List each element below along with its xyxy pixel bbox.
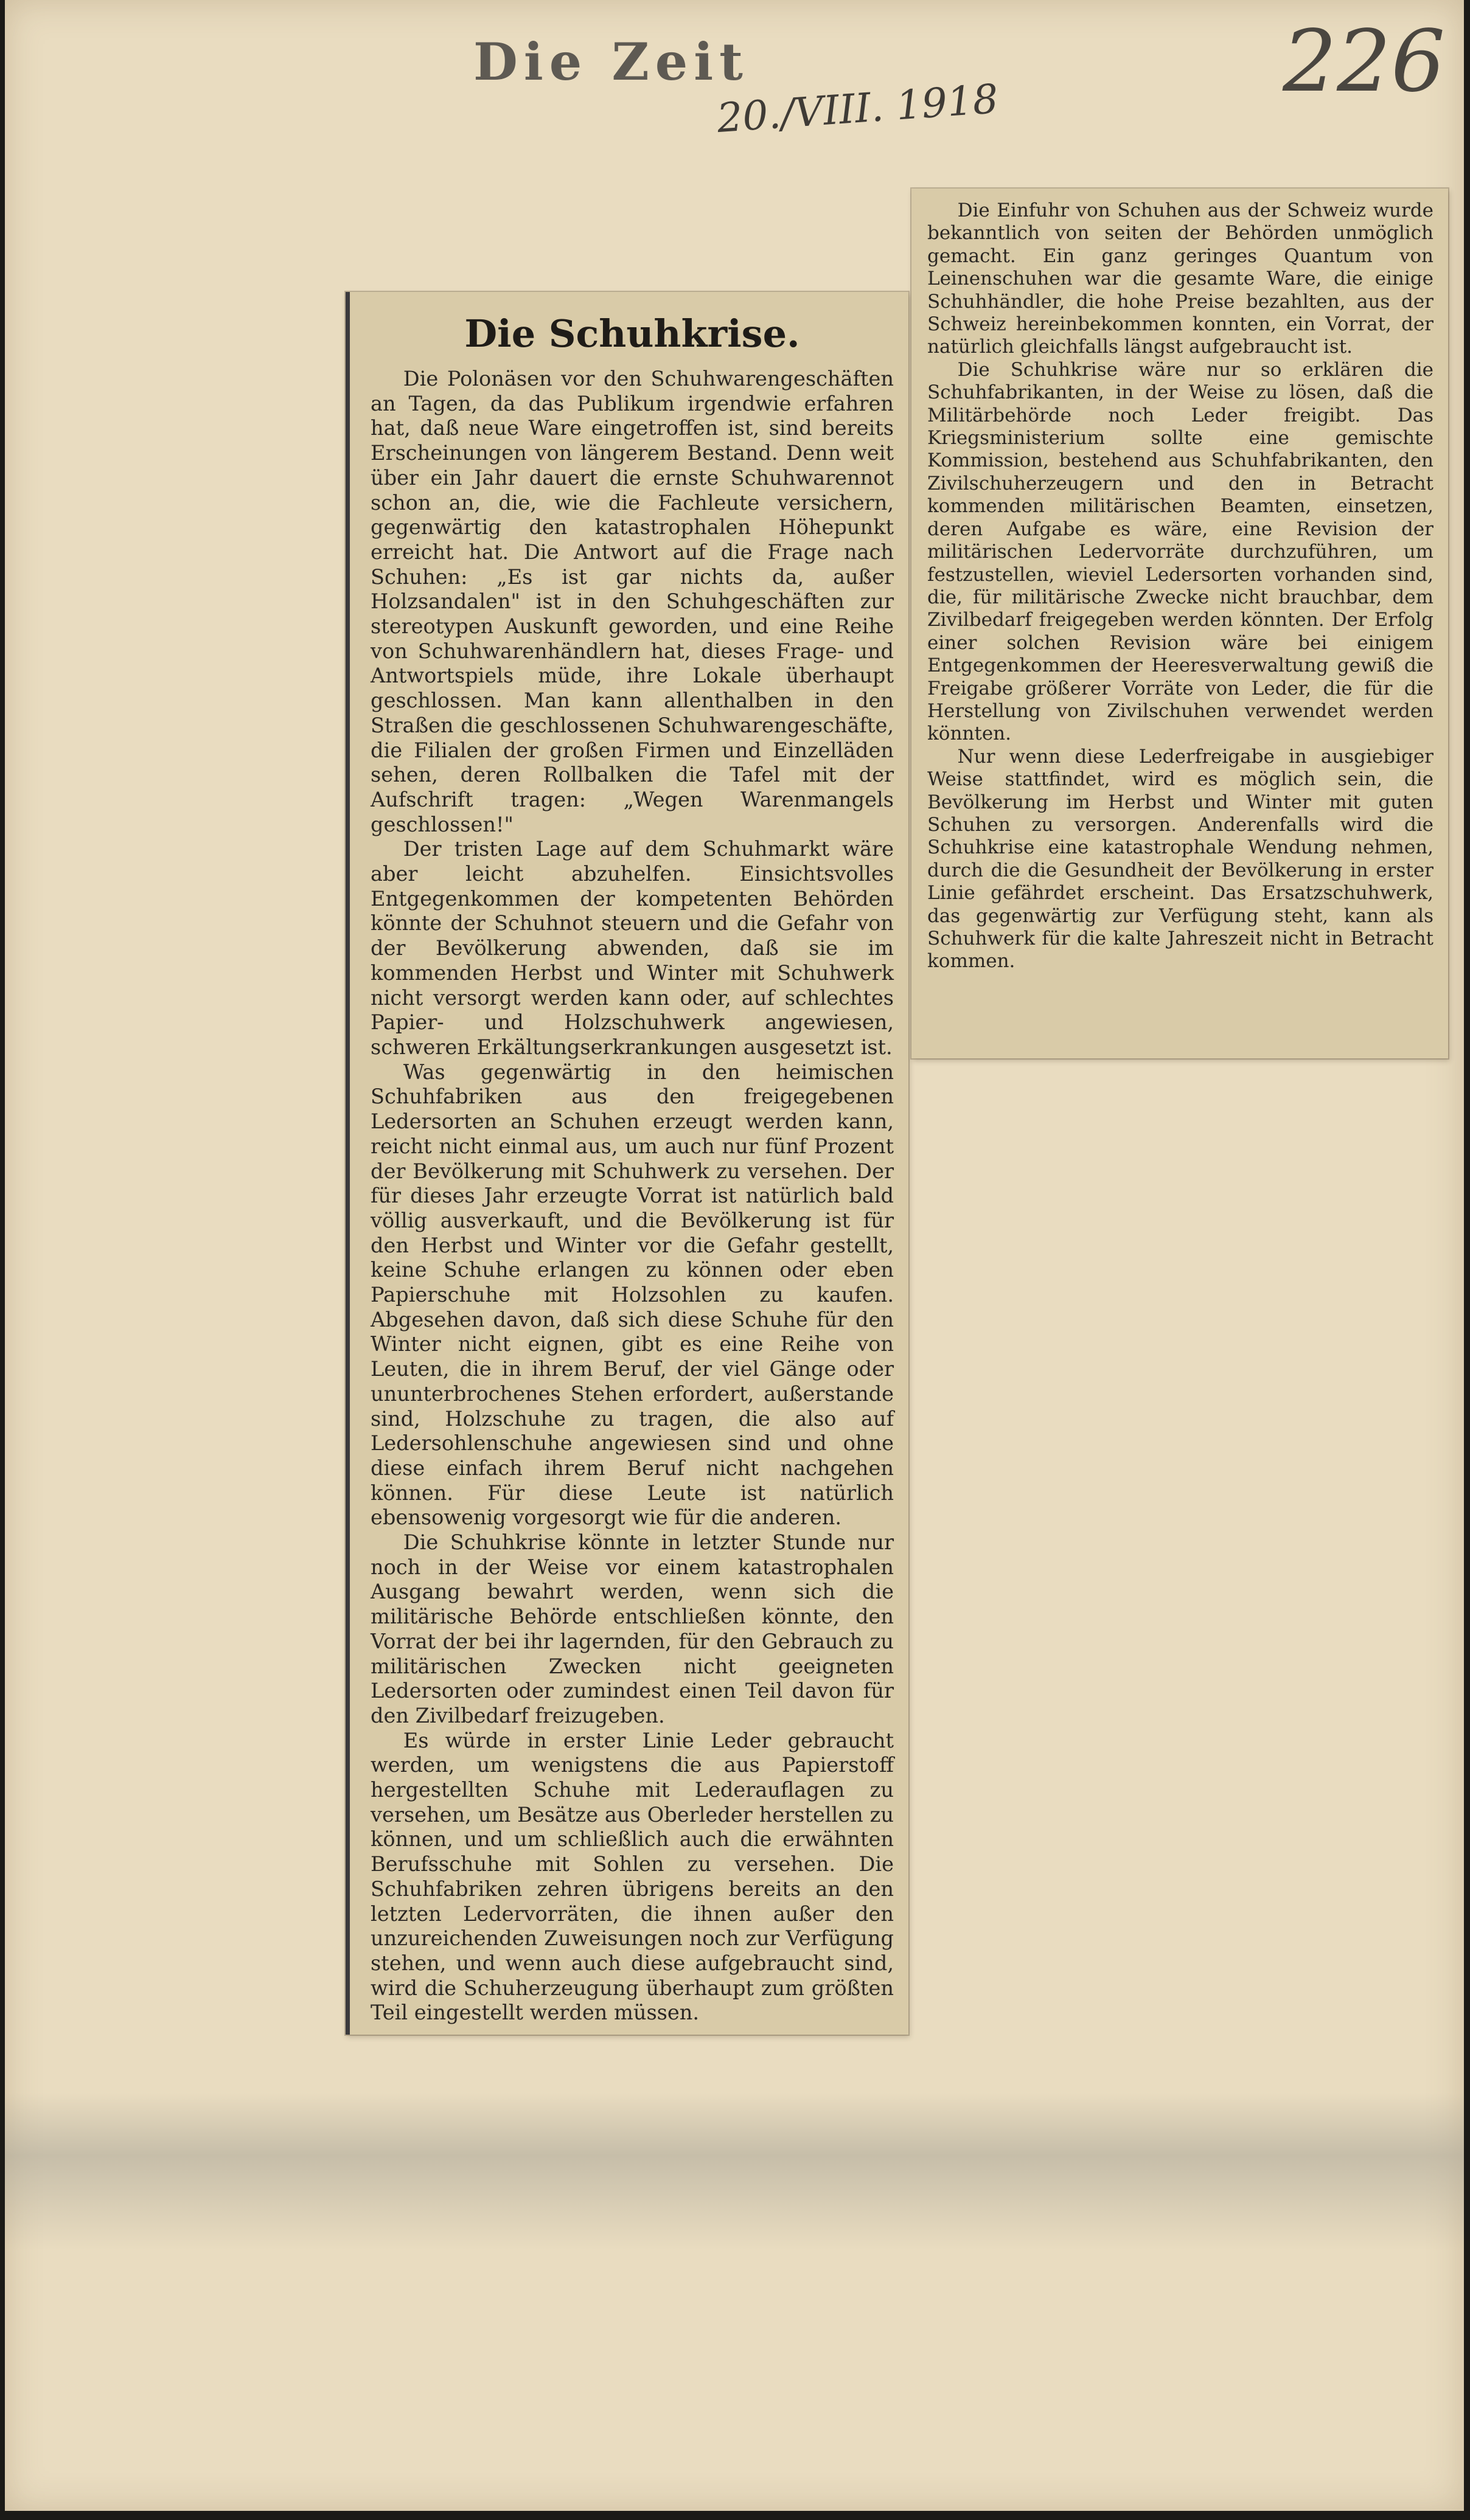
handwritten-page-number: 226 xyxy=(1283,12,1446,111)
handwritten-date: 20./VIII. 1918 xyxy=(715,75,1000,142)
article-paragraph: Was gegenwärtig in den heimischen Schuhfabriken aus den freigegebenen Ledersorten an Schuhen erzeugt werden kann, reicht nicht einmal aus, um auch nur fünf Prozent der Bevölkerung mit Schuhwerk zu versehen. Der für dieses Jahr erzeugte Vorrat ist natürlich bald völlig ausverkauft, und die Bevölkerung ist für den Herbst und Winter vor die Gefahr gestellt, keine Schuhe erlangen zu können oder eben Papierschuhe mit Holzsohlen zu kaufen. Abgesehen davon, daß sich diese Schuhe für den Winter nicht eignen, gibt es eine Reihe von Leuten, die in ihrem Beruf, der viel Gänge oder ununterbrochenes Stehen erfordert, außerstande sind, Holzschuhe zu tragen, die also auf Ledersohlenschuhe angewiesen sind und ohne diese einfach ihrem Beruf nicht nachgehen können. Für diese Leute ist natürlich ebensowenig vorgesorgt wie für die anderen. xyxy=(371,1060,894,1530)
article-paragraph: Die Schuhkrise könnte in letzter Stunde nur noch in der Weise vor einem katastrophalen Ausgang bewahrt werden, wenn sich die militärische Behörde entschließen könnte, den Vorrat der bei ihr lagernden, für den Gebrauch zu militärischen Zwecken nicht geeigneten Ledersorten oder zumindest einen Teil davon für den Zivilbedarf freizugeben. xyxy=(371,1530,894,1727)
archive-sheet xyxy=(5,0,1464,2511)
article-headline: Die Schuhkrise. xyxy=(464,311,800,356)
article-paragraph: Die Einfuhr von Schuhen aus der Schweiz wurde bekanntlich von seiten der Behörden unmöglich gemacht. Ein ganz geringes Quantum von Leinenschuhen war die gesamte Ware, die einige Schuhhändler, die hohe Preise bezahlten, aus der Schweiz hereinbekommen konnten, ein Vorrat, der natürlich gleichfalls längst aufgebraucht ist. xyxy=(927,200,1433,358)
article-paragraph: Es würde in erster Linie Leder gebraucht werden, um wenigstens die aus Papierstoff hergestellten Schuhe mit Lederauflagen zu versehen, um Besätze aus Oberleder herstellen zu können, und um schließlich auch die erwähnten Berufsschuhe mit Sohlen zu versehen. Die Schuhfabriken zehren übrigens bereits an den letzten Ledervorräten, die ihnen außer den unzureichenden Zuweisungen noch zur Verfügung stehen, und wenn auch diese aufgebraucht sind, wird die Schuherzeugung überhaupt zum größten Teil eingestellt werden müssen. xyxy=(371,1728,894,2025)
paper-fold-shadow xyxy=(5,2092,1464,2251)
clipping-right-column xyxy=(911,189,1448,1058)
article-paragraph: Die Schuhkrise wäre nur so erklären die Schuhfabrikanten, in der Weise zu lösen, daß die Militärbehörde noch Leder freigibt. Das Kriegsministerium sollte eine gemischte Kommission, bestehend aus Schuhfabrikanten, den Zivilschuherzeugern und den in Betracht kommenden militärischen Beamten, einsetzen, deren Aufgabe es wäre, eine Revision der militärischen Ledervorräte durchzuführen, um festzustellen, wieviel Ledersorten vorhanden sind, die, für militärische Zwecke nicht brauchbar, dem Zivilbedarf freigegeben werden könnten. Der Erfolg einer solchen Revision wäre bei einigem Entgegenkommen der Heeresverwaltung gewiß die Freigabe größerer Vorräte von Leder, die für die Herstellung von Zivilschuhen verwendet werden könnten. xyxy=(927,358,1433,745)
article-paragraph: Die Polonäsen vor den Schuhwarengeschäften an Tagen, da das Publikum irgendwie erfahren hat, daß neue Ware eingetroffen ist, sind bereits Erscheinungen von längerem Bestand. Denn weit über ein Jahr dauert die ernste Schuhwarennot schon an, die, wie die Fachleute versichern, gegenwärtig den katastrophalen Höhepunkt erreicht hat. Die Antwort auf die Frage nach Schuhen: „Es ist gar nichts da, außer Holzsandalen" ist in den Schuhgeschäften zur stereotypen Auskunft geworden, und eine Reihe von Schuhwarenhändlern hat, dieses Frage- und Antwortspiels müde, ihre Lokale überhaupt geschlossen. Man kann allenthalben in den Straßen die geschlossenen Schuhwarengeschäfte, die Filialen der großen Firmen und Einzelläden sehen, deren Rollbalken die Tafel mit der Aufschrift tragen: „Wegen Warenmangels geschlossen!" xyxy=(371,367,894,836)
article-paragraph: Nur wenn diese Lederfreigabe in ausgiebiger Weise stattfindet, wird es möglich sein, die Bevölkerung im Herbst und Winter mit guten Schuhen zu versorgen. Anderenfalls wird die Schuhkrise eine katastrophale Wendung nehmen, durch die die Gesundheit der Bevölkerung in erster Linie gefährdet erscheint. Das Ersatzschuhwerk, das gegenwärtig zur Verfügung steht, kann als Schuhwerk für die kalte Jahreszeit nicht in Betracht kommen. xyxy=(927,745,1433,973)
clipping-left-column xyxy=(346,292,908,2035)
newspaper-masthead: Die Zeit xyxy=(473,32,749,92)
article-paragraph: Der tristen Lage auf dem Schuhmarkt wäre aber leicht abzuhelfen. Einsichtsvolles Entgegenkommen der kompetenten Behörden könnte der Schuhnot steuern und die Gefahr von der Bevölkerung abwenden, daß sie im kommenden Herbst und Winter mit Schuhwerk nicht versorgt werden kann oder, auf schlechtes Papier- und Holzschuhwerk angewiesen, schweren Erkältungserkrankungen ausgesetzt ist. xyxy=(371,837,894,1059)
